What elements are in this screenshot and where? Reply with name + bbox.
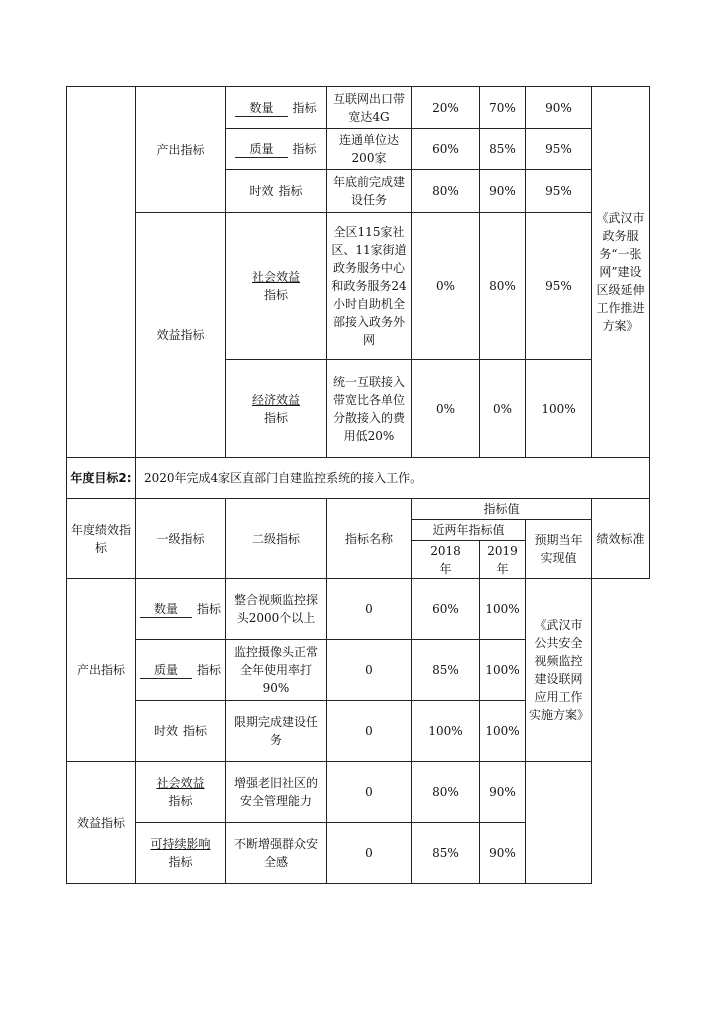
header-indicator-value: 指标值 — [412, 499, 592, 520]
value-target: 100% — [526, 360, 592, 458]
value-target: 100% — [480, 579, 526, 640]
value-target: 90% — [480, 762, 526, 823]
indicator-name: 统一互联接入带宽比各单位分散接入的费用低20% — [327, 360, 412, 458]
value-2019: 85% — [412, 640, 480, 701]
indicator-name: 连通单位达200家 — [327, 129, 412, 170]
level2-cell: 时效 指标 — [226, 170, 327, 213]
performance-standard: 《武汉市政务服务“一张网”建设区级延伸工作推进方案》 — [592, 87, 650, 458]
level1-cell: 产出指标 — [67, 579, 136, 762]
level2-label: 可持续影响 — [150, 837, 211, 851]
level2-cell: 社会效益 指标 — [226, 213, 327, 360]
value-target: 90% — [480, 823, 526, 884]
header-2019: 2019 年 — [480, 541, 526, 579]
indicator-name: 互联网出口带宽达4G — [327, 87, 412, 129]
level1-cell: 效益指标 — [136, 213, 226, 458]
value-2019: 0% — [480, 360, 526, 458]
value-2018: 0% — [412, 360, 480, 458]
value-2018: 0% — [412, 213, 480, 360]
row-label: 年度绩效指标 — [67, 499, 136, 579]
header-2018: 2018 年 — [412, 541, 480, 579]
value-2019: 100% — [412, 701, 480, 762]
indicator-name: 限期完成建设任务 — [226, 701, 327, 762]
level2-cell: 数量 指标 — [226, 87, 327, 129]
performance-standard: 《武汉市公共安全视频监控建设联网应用工作实施方案》 — [526, 579, 592, 762]
level2-suffix: 指标 — [168, 855, 193, 869]
level2-suffix: 指标 — [168, 794, 193, 808]
value-2019: 60% — [412, 579, 480, 640]
value-2019: 85% — [480, 129, 526, 170]
performance-table — [66, 86, 650, 884]
level1-cell: 效益指标 — [67, 762, 136, 884]
level2-cell — [136, 640, 226, 701]
value-2018: 0 — [327, 823, 412, 884]
indicator-name: 不断增强群众安全感 — [226, 823, 327, 884]
level2-suffix: 指标 — [183, 724, 208, 738]
level2-cell — [136, 579, 226, 640]
header-expected: 预期当年实现值 — [526, 520, 592, 579]
level2-cell — [136, 701, 226, 762]
level2-cell: 经济效益 指标 — [226, 360, 327, 458]
value-target: 100% — [480, 701, 526, 762]
goal-text: 2020年完成4家区直部门自建监控系统的接入工作。 — [136, 458, 650, 499]
value-2019: 70% — [480, 87, 526, 129]
value-2018: 0 — [327, 640, 412, 701]
value-2018: 80% — [412, 170, 480, 213]
value-2018: 0 — [327, 762, 412, 823]
value-target: 95% — [526, 129, 592, 170]
level2-cell: 质量 指标 — [226, 129, 327, 170]
indicator-name: 监控摄像头正常全年使用率打90% — [226, 640, 327, 701]
blank-cell — [67, 87, 136, 458]
indicator-name: 增强老旧社区的安全管理能力 — [226, 762, 327, 823]
header-recent-two-years: 近两年指标值 — [412, 520, 526, 541]
level2-label: 时效 — [153, 724, 178, 738]
level2-label: 数量 — [140, 602, 192, 618]
header-level1: 一级指标 — [136, 499, 226, 579]
header-level2: 二级指标 — [226, 499, 327, 579]
value-2019: 85% — [412, 823, 480, 884]
indicator-name: 年底前完成建设任务 — [327, 170, 412, 213]
value-target: 100% — [480, 640, 526, 701]
value-target: 90% — [526, 87, 592, 129]
value-2018: 60% — [412, 129, 480, 170]
value-2019: 90% — [480, 170, 526, 213]
indicator-name: 整合视频监控探头2000个以上 — [226, 579, 327, 640]
value-2018: 0 — [327, 701, 412, 762]
goal-label: 年度目标2: — [67, 458, 136, 499]
level2-label: 社会效益 — [156, 776, 205, 790]
level2-cell — [136, 762, 226, 823]
value-target: 95% — [526, 170, 592, 213]
level2-suffix: 指标 — [197, 602, 222, 616]
value-2019: 80% — [480, 213, 526, 360]
level2-suffix: 指标 — [197, 663, 222, 677]
value-2019: 80% — [412, 762, 480, 823]
value-2018: 0 — [327, 579, 412, 640]
value-2018: 20% — [412, 87, 480, 129]
header-name: 指标名称 — [327, 499, 412, 579]
indicator-name: 全区115家社区、11家街道政务服务中心和政务服务24小时自助机全部接入政务外网 — [327, 213, 412, 360]
blank-cell — [526, 762, 592, 884]
header-standard: 绩效标准 — [592, 499, 650, 579]
value-target: 95% — [526, 213, 592, 360]
level1-cell: 产出指标 — [136, 87, 226, 213]
level2-label: 质量 — [140, 663, 192, 679]
level2-cell — [136, 823, 226, 884]
